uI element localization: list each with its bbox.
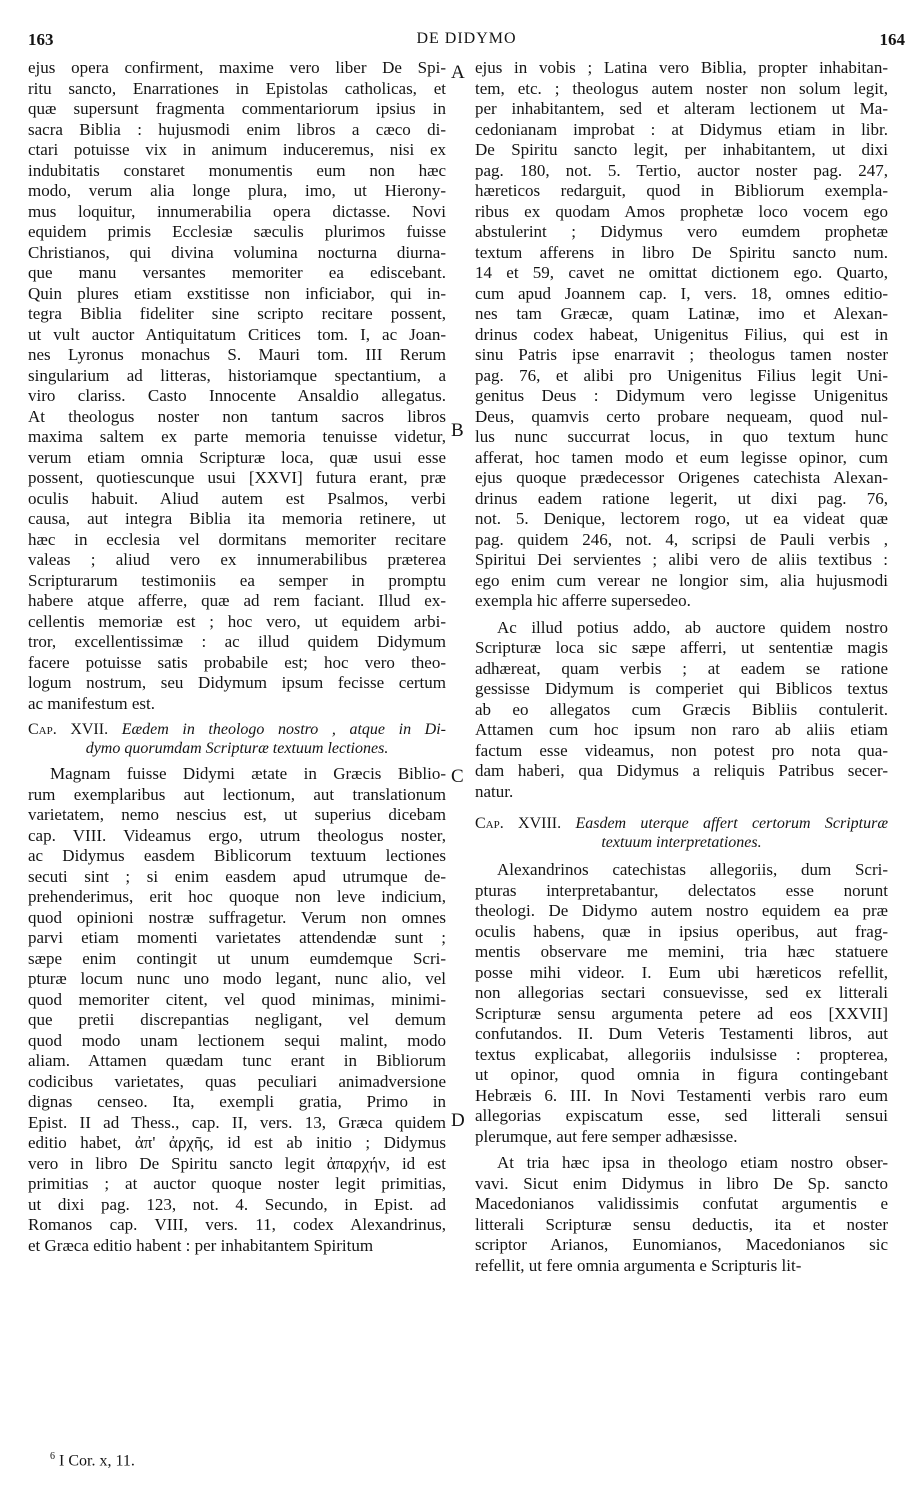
text-line: lus nunc succurrat locus, in quo textum hunc bbox=[475, 427, 888, 446]
text-line: Quin plures etiam exstitisse non inficiabor, qui in- bbox=[28, 283, 446, 303]
running-header bbox=[28, 30, 905, 52]
right-paragraph-1 bbox=[475, 58, 888, 612]
text-line: tem, etc. ; theologus autem noster non solum legit, bbox=[475, 78, 888, 98]
text-line: pag. quidem 246, not. 4, scripsi de Pauli verbis , bbox=[475, 529, 888, 549]
text-line: quod memoriter citent, vel quod minimas, minimi- bbox=[28, 989, 446, 1009]
chapter-number-18: Cap. XVIII. bbox=[475, 815, 562, 832]
text-line: rum exemplaribus aut lectionum, aut translationum bbox=[28, 784, 446, 804]
text-line: mus loquitur, innumerabilia opera dictasse. Novi bbox=[28, 201, 446, 221]
text-line: per inhabitantem, sed et alteram lectionem ut Ma- bbox=[475, 99, 888, 118]
text-line: nes tam Græcæ, quam Latinæ, imo et Alexan- bbox=[475, 304, 888, 323]
text-line: vavi. Sicut enim Didymus in libro De Sp. sancto bbox=[475, 1173, 888, 1193]
text-line: plerumque, aut fere semper adhæsisse. bbox=[475, 1126, 738, 1146]
left-paragraph-1 bbox=[28, 58, 446, 714]
text-line: equidem primis Ecclesiæ sæculis plurimos fuisse bbox=[28, 222, 446, 241]
text-line: quod modo unam lectionem sequi malint, modo bbox=[28, 1030, 446, 1050]
chapter-number-17: Cap. XVII. bbox=[28, 721, 109, 738]
text-line: Magnam fuisse Didymi ætate in Græcis Biblio- bbox=[50, 764, 446, 783]
left-paragraph-2 bbox=[28, 764, 446, 1256]
text-line: abstulerint ; Didymus vero eumdem prophetæ bbox=[475, 222, 888, 241]
text-line: valeas ; aliud vero ex innumerabilibus præterea bbox=[28, 550, 446, 569]
text-line: ejus in vobis ; Latina vero Biblia, propter inhabitan- bbox=[475, 58, 888, 77]
text-line: vero in libro De Spiritu sancto legit ἀπαρχήν, id est bbox=[28, 1153, 446, 1173]
text-line: maxima saltem ex parte memoria tenuisse videtur, bbox=[28, 427, 446, 446]
text-line: mentis observare me memini, tria hæc statuere bbox=[475, 942, 888, 961]
text-line: De Spiritu sancto legit, per inhabitantem, ut dixi bbox=[475, 140, 888, 159]
chapter-title-18-line-1: Easdem uterque affert certorum Scripturæ bbox=[575, 815, 889, 832]
text-line: que manu versantes memoriter ea ediscebant. bbox=[28, 263, 446, 282]
right-column bbox=[475, 58, 888, 1276]
text-line: hæc in ecclesia vel dormitans memoriter recitare bbox=[28, 529, 446, 549]
text-line: ut opinor, quod omnia in figura contingebant bbox=[475, 1065, 888, 1084]
text-line: exempla hic afferre supersedeo. bbox=[475, 591, 691, 610]
text-line: Christianos, qui divina volumina nocturna diurna- bbox=[28, 242, 446, 262]
text-line: ejus quoque prædecessor Origenes catechista Alexan- bbox=[475, 468, 888, 487]
text-line: quod opinioni nostræ suffragetur. Verum non omnes bbox=[28, 907, 446, 927]
text-line: factum esse videamus, non potest pro nota qua- bbox=[475, 740, 888, 760]
chapter-title-17-line-1: Eædem in theologo nostro , atque in Di- bbox=[121, 721, 446, 738]
text-line: ac Didymus easdem Biblicorum textuum lectiones bbox=[28, 846, 446, 865]
text-line: pturas interpretabantur, delectatos esse norunt bbox=[475, 880, 888, 900]
text-line: cellentis memoriæ est ; hoc vero, ut equidem arbi- bbox=[28, 611, 446, 631]
text-line: sacra Biblia : hujusmodi enim libros a cæco di- bbox=[28, 119, 446, 139]
text-line: cedonianam improbat : at Didymus etiam in libr. bbox=[475, 119, 888, 139]
text-line: pag. 76, et alibi pro Unigenitus Filius legit Uni- bbox=[475, 365, 888, 385]
text-line: ab eo allegatos cum Græcis Bibliis contulerit. bbox=[475, 699, 888, 719]
text-line: Attamen cum hoc ipsum non raro ab aliis etiam bbox=[475, 720, 888, 739]
text-line: Romanos cap. VIII, vers. 11, codex Alexandrinus, bbox=[28, 1215, 446, 1234]
text-line: ribus ex quodam Amos prophetæ loco vocem ego bbox=[475, 201, 888, 221]
text-line: primitias ; at auctor quoque noster legit primitias, bbox=[28, 1174, 446, 1193]
text-line: scriptor Arianos, Eunomianos, Macedonianos sic bbox=[475, 1235, 888, 1254]
chapter-heading-17 bbox=[28, 720, 446, 758]
text-line: allegorias expiscatum esse, sed litterali sensui bbox=[475, 1106, 888, 1125]
right-paragraph-3 bbox=[475, 860, 888, 1147]
text-line: 14 et 59, cavet ne omittat dictionem ego. Quarto, bbox=[475, 263, 888, 282]
text-line: verum etiam omnia Scripturæ loca, quæ usui esse bbox=[28, 447, 446, 467]
text-line: refellit, ut fere omnia argumenta e Scripturis lit- bbox=[475, 1255, 802, 1275]
text-line: editio habet, ἀπ' ἀρχῆς, id est ab initio ; Didymus bbox=[28, 1133, 446, 1152]
page-number-left: 163 bbox=[28, 30, 54, 49]
text-line: Deus, quamvis certo probare nequeam, quod nul- bbox=[475, 406, 888, 426]
text-line: adhæreat, quam verbis ; at eadem se ratione bbox=[475, 658, 888, 678]
text-line: causa, aut integra Biblia ita memoria retinere, ut bbox=[28, 509, 446, 528]
text-line: Scripturarum testimoniis ea semper in promptu bbox=[28, 570, 446, 590]
running-title: DE DIDYMO bbox=[416, 30, 517, 47]
text-line: textus explicabat, allegoriis indulsisse : propterea, bbox=[475, 1044, 888, 1064]
text-line: dam haberi, qua Didymus a reliquis Patribus secer- bbox=[475, 761, 888, 780]
text-line: Epist. II ad Thess., cap. II, vers. 13, Græca quidem bbox=[28, 1112, 446, 1132]
text-line: tror, excellentissimæ : ac illud quidem Didymum bbox=[28, 632, 446, 651]
chapter-heading-18 bbox=[475, 814, 888, 852]
text-line: Macedonianos validissimis confutat argumentis e bbox=[475, 1194, 888, 1213]
text-line: codicibus varietates, quas peculiari animadversione bbox=[28, 1071, 446, 1091]
margin-letter-b: B bbox=[451, 420, 464, 441]
text-line: afferat, hoc tamen modo et eum legisse opinor, cum bbox=[475, 447, 888, 467]
text-line: At theologus noster non tantum sacros libros bbox=[28, 406, 446, 426]
text-line: dignas censeo. Ita, exempli gratia, Primo in bbox=[28, 1092, 446, 1111]
text-line: Scripturæ loca sic sæpe afferri, ut sententiæ magis bbox=[475, 638, 888, 657]
text-line: not. 5. Denique, lectorem rogo, ut ea videat quæ bbox=[475, 509, 888, 528]
text-line: nes Lyronus monachus S. Mauri tom. III Rerum bbox=[28, 345, 446, 364]
text-line: Alexandrinos catechistas allegoriis, dum Scri- bbox=[497, 860, 888, 879]
right-paragraph-4 bbox=[475, 1153, 888, 1276]
text-line: aliam. Attamen quædam tunc erant in Bibliorum bbox=[28, 1051, 446, 1070]
text-line: cum apud Joannem cap. I, vers. 18, omnes editio- bbox=[475, 283, 888, 303]
text-line: Scripturæ sensu argumenta petere ad eos [XXVII] bbox=[475, 1003, 888, 1023]
text-line: sinu Patris ipse enarravit ; theologus tamen noster bbox=[475, 345, 888, 364]
margin-letter-d: D bbox=[451, 1110, 465, 1131]
text-line: oculis habuit. Aliud autem est Psalmos, verbi bbox=[28, 488, 446, 508]
text-line: secuti sint ; si enim easdem apud utrumque de- bbox=[28, 866, 446, 886]
text-line: ctari potuisse vix in animum induceremus, nisi ex bbox=[28, 140, 446, 159]
text-line: prehenderimus, erit hoc quoque non leve indicium, bbox=[28, 887, 446, 906]
text-line: hæreticos redarguit, quod in Bibliorum exempla- bbox=[475, 181, 888, 200]
text-line: habere atque afferre, quæ ad rem faciant. Illud ex- bbox=[28, 591, 446, 610]
text-line: pag. 180, not. 5. Tertio, auctor noster pag. 247, bbox=[475, 160, 888, 180]
text-line: confutandos. II. Dum Veteris Testamenti libros, aut bbox=[475, 1024, 888, 1043]
text-line: ego enim cum verear ne longior sim, alia hujusmodi bbox=[475, 570, 888, 590]
text-line: modo, verum alia longe plura, imo, ut Hierony- bbox=[28, 181, 446, 200]
text-line: logum nostrum, seu Didymum ipsum fecisse certum bbox=[28, 673, 446, 692]
text-line: At tria hæc ipsa in theologo etiam nostro obser- bbox=[497, 1153, 888, 1172]
chapter-title-18-line-2: textuum interpretationes. bbox=[601, 834, 762, 851]
margin-letter-c: C bbox=[451, 766, 464, 787]
text-line: theologi. De Didymo autem nostro equidem ea præ bbox=[475, 901, 888, 920]
text-line: drinus eadem ratione legerit, ut dixi pag. 76, bbox=[475, 488, 888, 508]
page-number-right: 164 bbox=[879, 30, 905, 49]
text-line: posse mihi videor. I. Eum ubi hæreticos refellit, bbox=[475, 962, 888, 982]
text-line: natur. bbox=[475, 781, 514, 801]
text-line: viro clariss. Casto Innocente Ansaldio allegatus. bbox=[28, 386, 446, 405]
chapter-title-17-line-2: dymo quorumdam Scripturæ textuum lectiones. bbox=[85, 740, 389, 757]
text-line: cap. VIII. Videamus ergo, utrum theologus noster, bbox=[28, 825, 446, 845]
text-line: et Græca editio habent : per inhabitantem Spiritum bbox=[28, 1235, 374, 1255]
text-line: indubitatis constaret monumentis eum non hæc bbox=[28, 160, 446, 180]
text-line: Hebræis 6. III. In Novi Testamenti verbis raro eum bbox=[475, 1085, 888, 1105]
text-line: quæ supersunt fragmenta commentariorum ipsius in bbox=[28, 99, 446, 118]
text-line: possent, quotiescunque usui [XXVI] futura erant, præ bbox=[28, 468, 446, 487]
text-line: varietatem, nemo nescius est, ut superius dicebam bbox=[28, 805, 446, 824]
margin-letter-a: A bbox=[451, 62, 465, 83]
right-paragraph-2 bbox=[475, 618, 888, 803]
text-line: Spiritui Dei servientes ; alibi vero de aliis textibus : bbox=[475, 550, 888, 569]
text-line: textum afferens in libro De Spiritu sancto num. bbox=[475, 242, 888, 262]
text-line: gessisse Didymum is comperiet qui Biblicos textus bbox=[475, 679, 888, 698]
text-line: ut dixi pag. 123, not. 4. Secundo, in Epist. ad bbox=[28, 1194, 446, 1214]
text-line: singularium ad litteras, historiamque spectantium, a bbox=[28, 365, 446, 385]
text-line: facere potuisse satis probabile est; hoc vero theo- bbox=[28, 652, 446, 672]
text-line: drinus codex habeat, Unigenitus Filius, qui est in bbox=[475, 324, 888, 344]
text-line: non allegorias sectari consuevisse, sed ex litterali bbox=[475, 983, 888, 1002]
text-line: que pretii discrepantias negligant, vel demum bbox=[28, 1010, 446, 1029]
footnote-text: I Cor. x, 11. bbox=[59, 1452, 135, 1470]
text-line: ut vult auctor Antiquitatum Criticesᅟtom. I, ac Joan- bbox=[28, 324, 446, 344]
text-line: ritu sancto, Enarrationes in Epistolas catholicas, et bbox=[28, 78, 446, 98]
text-line: oculis habens, quæ in ipsius operibus, aut frag- bbox=[475, 921, 888, 941]
text-line: ac manifestum est. bbox=[28, 693, 155, 713]
text-line: tegra Biblia fideliter sine scripto recitare possent, bbox=[28, 304, 446, 323]
text-line: ejus opera confirment, maxime vero liber De Spi- bbox=[28, 58, 446, 77]
text-line: pturæ locum nunc uno modo legant, nunc alio, vel bbox=[28, 969, 446, 988]
text-line: genitus Deus : Didymum vero legisse Unigenitus bbox=[475, 386, 888, 405]
footnote bbox=[50, 1451, 135, 1470]
footnote-mark: 6 bbox=[50, 1451, 55, 1462]
text-line: litterali Scripturæ sensu deductis, ita et noster bbox=[475, 1214, 888, 1234]
text-line: Ac illud potius addo, ab auctore quidem nostro bbox=[497, 617, 888, 637]
text-line: parvi etiam momenti varietates attendendæ sunt ; bbox=[28, 928, 446, 947]
text-line: sæpe enim contingit ut unum eumdemque Scri- bbox=[28, 948, 446, 968]
left-column bbox=[28, 58, 446, 1256]
